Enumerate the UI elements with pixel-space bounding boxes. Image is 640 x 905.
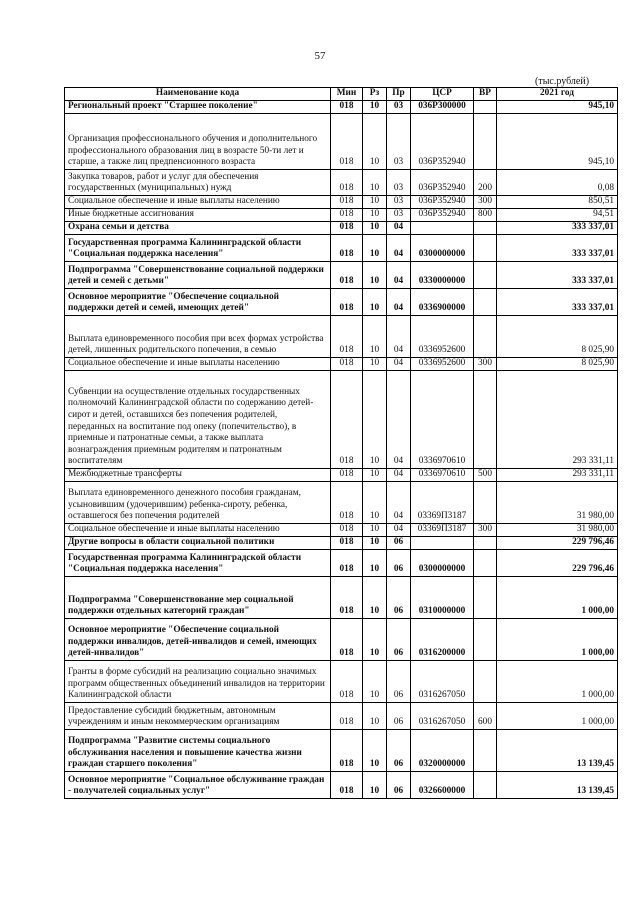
cell-csr: 0336952600 [411, 316, 474, 358]
cell-min: 018 [331, 469, 363, 482]
table-row [65, 550, 618, 577]
cell-vr: 500 [474, 469, 497, 482]
table-row [65, 209, 618, 222]
cell-sum: 293 331,11 [497, 469, 618, 482]
header-min: Мин [331, 88, 363, 101]
cell-rz: 10 [363, 316, 387, 358]
cell-sum: 293 331,11 [497, 371, 618, 469]
cell-sum: 1 000,00 [497, 577, 618, 619]
cell-name: Государственная программа Калининградской области "Социальная поддержка населения" [65, 550, 331, 577]
cell-rz: 10 [363, 550, 387, 577]
cell-name: Социальное обеспечение и иные выплаты населению [65, 196, 331, 209]
cell-min: 018 [331, 537, 363, 550]
cell-csr: 0316267050 [411, 703, 474, 730]
cell-rz: 10 [363, 101, 387, 114]
cell-min: 018 [331, 101, 363, 114]
cell-name: Предоставление субсидий бюджетным, автономным учреждениям и иным некоммерческим организациям [65, 703, 331, 730]
table-row [65, 772, 618, 799]
budget-table [64, 87, 618, 799]
cell-pr: 04 [387, 316, 411, 358]
cell-pr: 04 [387, 235, 411, 262]
cell-pr: 06 [387, 550, 411, 577]
cell-csr: 0320000000 [411, 730, 474, 772]
cell-csr: 0310000000 [411, 577, 474, 619]
cell-csr: 036P352940 [411, 209, 474, 222]
cell-rz: 10 [363, 358, 387, 371]
cell-csr: 03369П3187 [411, 524, 474, 537]
cell-rz: 10 [363, 114, 387, 170]
cell-csr: 0336900000 [411, 289, 474, 316]
cell-name: Социальное обеспечение и иные выплаты населению [65, 524, 331, 537]
cell-rz: 10 [363, 262, 387, 289]
table-row [65, 114, 618, 170]
cell-name: Гранты в форме субсидий на реализацию социально значимых программ общественных объединений инвалидов на территории Калининградской области [65, 661, 331, 703]
cell-sum: 1 000,00 [497, 661, 618, 703]
cell-rz: 10 [363, 577, 387, 619]
cell-pr: 06 [387, 703, 411, 730]
cell-csr: 0326600000 [411, 772, 474, 799]
cell-pr: 03 [387, 209, 411, 222]
cell-name: Подпрограмма "Совершенствование мер социальной поддержки отдельных категорий граждан" [65, 577, 331, 619]
cell-pr: 04 [387, 262, 411, 289]
cell-vr [474, 482, 497, 524]
cell-vr [474, 730, 497, 772]
header-vr: ВР [474, 88, 497, 101]
cell-sum: 13 139,45 [497, 730, 618, 772]
table-row [65, 469, 618, 482]
cell-name: Межбюджетные трансферты [65, 469, 331, 482]
cell-sum: 31 980,00 [497, 482, 618, 524]
header-rz: Рз [363, 88, 387, 101]
cell-pr: 04 [387, 371, 411, 469]
cell-min: 018 [331, 235, 363, 262]
cell-csr [411, 537, 474, 550]
cell-csr: 0316200000 [411, 619, 474, 661]
cell-csr: 0336970610 [411, 469, 474, 482]
cell-min: 018 [331, 730, 363, 772]
cell-name: Основное мероприятие "Обеспечение социальной поддержки детей и семей, имеющих детей" [65, 289, 331, 316]
cell-min: 018 [331, 703, 363, 730]
cell-name: Подпрограмма "Развитие системы социального обслуживания населения и повышение качества жизни граждан старшего поколения" [65, 730, 331, 772]
table-row [65, 703, 618, 730]
cell-vr: 200 [474, 170, 497, 196]
table-row [65, 730, 618, 772]
cell-pr: 04 [387, 482, 411, 524]
cell-pr: 06 [387, 661, 411, 703]
cell-pr: 04 [387, 289, 411, 316]
cell-sum: 8 025,90 [497, 358, 618, 371]
cell-min: 018 [331, 482, 363, 524]
cell-vr [474, 537, 497, 550]
cell-csr: 0316267050 [411, 661, 474, 703]
cell-csr: 036P352940 [411, 114, 474, 170]
table-row [65, 358, 618, 371]
cell-sum: 945,10 [497, 114, 618, 170]
cell-sum: 333 337,01 [497, 222, 618, 235]
cell-name: Закупка товаров, работ и услуг для обеспечения государственных (муниципальных) нужд [65, 170, 331, 196]
cell-vr [474, 619, 497, 661]
cell-vr [474, 661, 497, 703]
table-header [65, 88, 618, 101]
table-row [65, 577, 618, 619]
cell-pr: 03 [387, 101, 411, 114]
table-row [65, 289, 618, 316]
cell-rz: 10 [363, 730, 387, 772]
table-row [65, 661, 618, 703]
cell-vr [474, 101, 497, 114]
cell-name: Субвенции на осуществление отдельных государственных полномочий Калининградской области по содержанию детей-сирот и детей, оставшихся без попечения родителей, переданных на воспитание под опеку (попечительство), в приемные и патронатные семьи, а также выплата вознаграждения приемным родителям и патронатным воспитателям [65, 371, 331, 469]
cell-csr: 036P300000 [411, 101, 474, 114]
cell-csr: 0300000000 [411, 550, 474, 577]
cell-min: 018 [331, 619, 363, 661]
cell-pr: 04 [387, 358, 411, 371]
cell-name: Иные бюджетные ассигнования [65, 209, 331, 222]
page-number: 57 [314, 50, 326, 62]
table-row [65, 524, 618, 537]
cell-min: 018 [331, 772, 363, 799]
cell-csr [411, 222, 474, 235]
cell-name: Другие вопросы в области социальной политики [65, 537, 331, 550]
cell-pr: 06 [387, 537, 411, 550]
cell-csr: 036P352940 [411, 196, 474, 209]
cell-vr [474, 550, 497, 577]
cell-vr: 300 [474, 196, 497, 209]
cell-min: 018 [331, 196, 363, 209]
cell-name: Подпрограмма "Совершенствование социальной поддержки детей и семей с детьми" [65, 262, 331, 289]
unit-label: (тыс.рублей) [535, 76, 590, 87]
table-row [65, 196, 618, 209]
cell-vr [474, 772, 497, 799]
cell-rz: 10 [363, 196, 387, 209]
cell-sum: 850,51 [497, 196, 618, 209]
cell-min: 018 [331, 371, 363, 469]
cell-min: 018 [331, 577, 363, 619]
cell-name: Государственная программа Калининградской области "Социальная поддержка населения" [65, 235, 331, 262]
cell-sum: 333 337,01 [497, 289, 618, 316]
cell-min: 018 [331, 289, 363, 316]
cell-min: 018 [331, 209, 363, 222]
cell-pr: 03 [387, 196, 411, 209]
cell-name: Основное мероприятие "Социальное обслуживание граждан - получателей социальных услуг" [65, 772, 331, 799]
cell-name: Выплата единовременного пособия при всех формах устройства детей, лишенных родительского попечения, в семью [65, 316, 331, 358]
cell-name: Выплата единовременного денежного пособия гражданам, усыновившим (удочерившим) ребенка-сироту, ребенка, оставшегося без попечения родителей [65, 482, 331, 524]
cell-vr [474, 235, 497, 262]
cell-vr: 800 [474, 209, 497, 222]
cell-sum: 94,51 [497, 209, 618, 222]
cell-rz: 10 [363, 235, 387, 262]
cell-pr: 06 [387, 772, 411, 799]
cell-rz: 10 [363, 537, 387, 550]
cell-rz: 10 [363, 703, 387, 730]
cell-csr: 0330000000 [411, 262, 474, 289]
cell-vr [474, 371, 497, 469]
cell-pr: 06 [387, 577, 411, 619]
cell-sum: 229 796,46 [497, 550, 618, 577]
cell-min: 018 [331, 550, 363, 577]
cell-rz: 10 [363, 469, 387, 482]
cell-min: 018 [331, 262, 363, 289]
cell-pr: 04 [387, 469, 411, 482]
cell-name: Региональный проект "Старшее поколение" [65, 101, 331, 114]
cell-name: Охрана семьи и детства [65, 222, 331, 235]
table-row [65, 619, 618, 661]
cell-sum: 229 796,46 [497, 537, 618, 550]
cell-sum: 0,08 [497, 170, 618, 196]
cell-sum: 945,10 [497, 101, 618, 114]
cell-vr: 300 [474, 358, 497, 371]
cell-sum: 31 980,00 [497, 524, 618, 537]
cell-min: 018 [331, 358, 363, 371]
header-csr: ЦСР [411, 88, 474, 101]
cell-pr: 03 [387, 114, 411, 170]
cell-rz: 10 [363, 772, 387, 799]
cell-name: Основное мероприятие "Обеспечение социальной поддержки инвалидов, детей-инвалидов и семей, имеющих детей-инвалидов" [65, 619, 331, 661]
cell-rz: 10 [363, 482, 387, 524]
table-body [65, 101, 618, 799]
cell-min: 018 [331, 170, 363, 196]
cell-rz: 10 [363, 371, 387, 469]
cell-csr: 036P352940 [411, 170, 474, 196]
cell-pr: 06 [387, 730, 411, 772]
cell-vr [474, 114, 497, 170]
table-row [65, 316, 618, 358]
cell-rz: 10 [363, 222, 387, 235]
table-row [65, 235, 618, 262]
cell-rz: 10 [363, 524, 387, 537]
table-row [65, 371, 618, 469]
cell-name: Организация профессионального обучения и дополнительного профессионального образования лиц в возрасте 50-ти лет и старше, а также лиц предпенсионного возраста [65, 114, 331, 170]
cell-sum: 13 139,45 [497, 772, 618, 799]
cell-sum: 333 337,01 [497, 262, 618, 289]
cell-min: 018 [331, 114, 363, 170]
cell-min: 018 [331, 524, 363, 537]
cell-csr: 03369П3187 [411, 482, 474, 524]
header-name: Наименование кода [65, 88, 331, 101]
header-year: 2021 год [497, 88, 618, 101]
cell-vr [474, 222, 497, 235]
cell-min: 018 [331, 316, 363, 358]
cell-rz: 10 [363, 289, 387, 316]
cell-min: 018 [331, 661, 363, 703]
cell-sum: 1 000,00 [497, 619, 618, 661]
cell-vr [474, 262, 497, 289]
cell-pr: 03 [387, 170, 411, 196]
cell-sum: 8 025,90 [497, 316, 618, 358]
cell-csr: 0336952600 [411, 358, 474, 371]
table-row [65, 262, 618, 289]
cell-rz: 10 [363, 619, 387, 661]
cell-vr [474, 316, 497, 358]
cell-vr [474, 577, 497, 619]
cell-pr: 04 [387, 222, 411, 235]
table-row [65, 482, 618, 524]
table-row [65, 101, 618, 114]
table-row [65, 537, 618, 550]
table-row [65, 222, 618, 235]
cell-name: Социальное обеспечение и иные выплаты населению [65, 358, 331, 371]
cell-rz: 10 [363, 209, 387, 222]
header-pr: Пр [387, 88, 411, 101]
cell-sum: 1 000,00 [497, 703, 618, 730]
cell-csr: 0300000000 [411, 235, 474, 262]
cell-sum: 333 337,01 [497, 235, 618, 262]
cell-csr: 0336970610 [411, 371, 474, 469]
cell-vr: 600 [474, 703, 497, 730]
cell-min: 018 [331, 222, 363, 235]
table-row [65, 170, 618, 196]
cell-vr: 300 [474, 524, 497, 537]
cell-pr: 04 [387, 524, 411, 537]
cell-pr: 06 [387, 619, 411, 661]
cell-rz: 10 [363, 661, 387, 703]
cell-rz: 10 [363, 170, 387, 196]
cell-vr [474, 289, 497, 316]
